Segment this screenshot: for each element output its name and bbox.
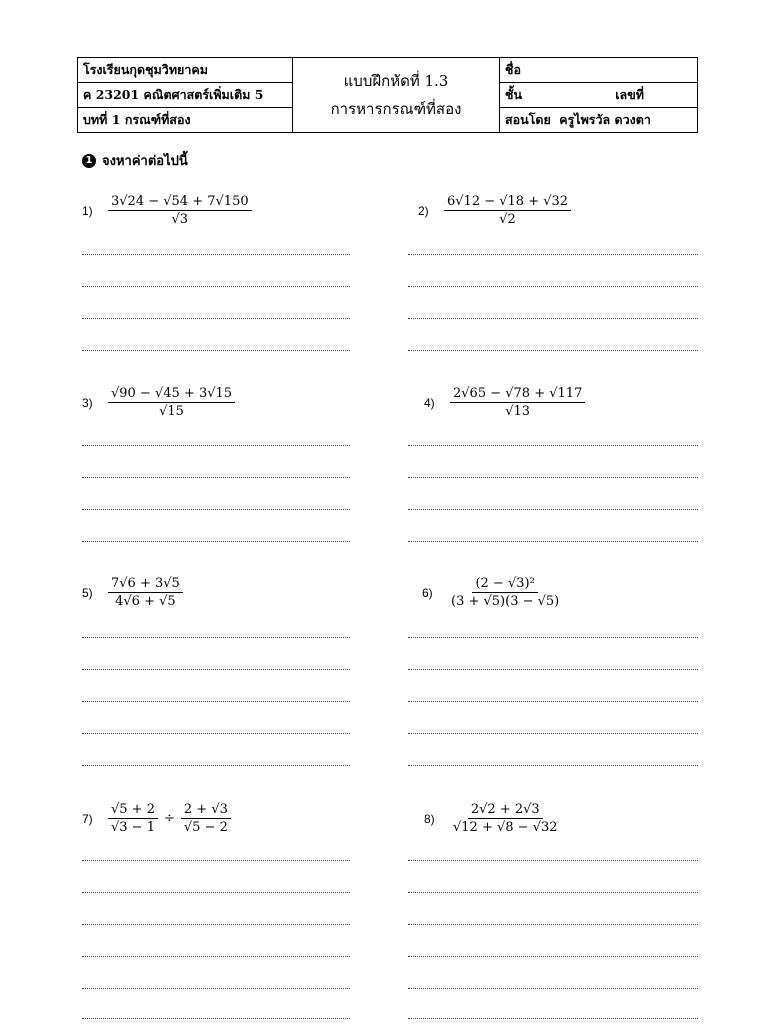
answer-line[interactable] [82, 701, 350, 702]
answer-line[interactable] [82, 445, 350, 446]
answer-line[interactable] [408, 733, 698, 734]
answer-line[interactable] [408, 860, 698, 861]
fraction [450, 386, 585, 419]
problem-number: 6) [422, 585, 433, 600]
problem-number: 1) [82, 203, 93, 218]
numerator: 3√24 − √54 + 7√150 [108, 194, 252, 211]
numerator: √5 + 2 [108, 802, 158, 819]
fraction [108, 576, 183, 609]
class-number-cell [500, 83, 698, 108]
answer-line[interactable] [82, 733, 350, 734]
name-label: ชื่อ [500, 58, 698, 83]
answer-line[interactable] [82, 956, 350, 957]
problem-number: 7) [82, 811, 93, 826]
answer-line[interactable] [82, 669, 350, 670]
answer-line[interactable] [82, 765, 350, 766]
fraction [108, 802, 158, 835]
answer-line[interactable] [82, 892, 350, 893]
fraction-2 [181, 802, 231, 835]
school-name: โรงเรียนกุดชุมวิทยาคม [78, 58, 293, 83]
problem-5 [82, 576, 183, 609]
answer-line[interactable] [408, 541, 698, 542]
divide-operator: ÷ [163, 811, 175, 826]
answer-line[interactable] [408, 445, 698, 446]
answer-line[interactable] [408, 765, 698, 766]
problem-number: 5) [82, 585, 93, 600]
answer-line[interactable] [82, 1018, 350, 1019]
answer-line[interactable] [408, 318, 698, 319]
section-instruction [82, 150, 188, 171]
course-code: ค 23201 คณิตศาสตร์เพิ่มเติม 5 [78, 83, 293, 108]
answer-line[interactable] [408, 350, 698, 351]
problem-4 [424, 386, 585, 419]
teacher-name: ครูไพรวัล ดวงตา [559, 112, 651, 127]
denominator: √5 − 2 [183, 820, 228, 835]
denominator: √13 [505, 404, 531, 419]
answer-line[interactable] [408, 988, 698, 989]
numerator: 2√2 + 2√3 [468, 802, 543, 819]
answer-line[interactable] [408, 477, 698, 478]
denominator: √12 + √8 − √32 [453, 820, 558, 835]
answer-line[interactable] [408, 669, 698, 670]
class-label: ชั้น [505, 87, 523, 102]
problem-number: 4) [424, 395, 435, 410]
fraction [108, 386, 235, 419]
fraction [448, 576, 562, 609]
denominator: √3 − 1 [111, 820, 155, 835]
denominator: (3 + √5)(3 − √5) [451, 594, 560, 609]
answer-line[interactable] [82, 924, 350, 925]
teacher-label: สอนโดย [505, 112, 551, 127]
numerator: 2 + √3 [181, 802, 231, 819]
problem-number: 2) [418, 203, 429, 218]
denominator: √3 [171, 212, 189, 227]
numerator: 2√65 − √78 + √117 [450, 386, 585, 403]
header-table [77, 57, 698, 133]
answer-line[interactable] [408, 1018, 698, 1019]
answer-line[interactable] [408, 956, 698, 957]
answer-line[interactable] [82, 318, 350, 319]
numerator: √90 − √45 + 3√15 [108, 386, 235, 403]
denominator: √2 [499, 212, 516, 227]
denominator: 4√6 + √5 [115, 594, 176, 609]
answer-line[interactable] [408, 701, 698, 702]
answer-line[interactable] [408, 924, 698, 925]
answer-line[interactable] [408, 637, 698, 638]
answer-line[interactable] [82, 541, 350, 542]
answer-line[interactable] [82, 286, 350, 287]
fraction [450, 802, 561, 835]
problem-6 [422, 576, 562, 609]
numerator: 6√12 − √18 + √32 [444, 194, 571, 211]
teacher-cell [500, 108, 698, 133]
answer-line[interactable] [408, 286, 698, 287]
number-bullet-icon: 1 [82, 154, 96, 168]
answer-line[interactable] [82, 254, 350, 255]
problem-number: 8) [424, 811, 435, 826]
number-label: เลขที่ [615, 87, 644, 102]
instruction-text: จงหาค่าต่อไปนี้ [102, 154, 188, 169]
answer-line[interactable] [82, 988, 350, 989]
exercise-heading [293, 58, 500, 133]
problem-3 [82, 386, 235, 419]
fraction [108, 194, 252, 227]
fraction [444, 194, 571, 227]
problem-1 [82, 194, 252, 227]
answer-line[interactable] [408, 254, 698, 255]
problem-2 [418, 194, 571, 227]
problem-number: 3) [82, 395, 93, 410]
numerator: (2 − √3)² [472, 576, 537, 593]
answer-line[interactable] [82, 860, 350, 861]
answer-line[interactable] [408, 892, 698, 893]
answer-line[interactable] [82, 477, 350, 478]
problem-7 [82, 802, 231, 835]
chapter-title: บทที่ 1 กรณฑ์ที่สอง [78, 108, 293, 133]
exercise-title: แบบฝึกหัดที่ 1.3 [343, 72, 449, 90]
problem-8 [424, 802, 561, 835]
answer-line[interactable] [408, 509, 698, 510]
answer-line[interactable] [82, 350, 350, 351]
exercise-topic: การหารกรณฑ์ที่สอง [330, 100, 462, 118]
answer-line[interactable] [82, 637, 350, 638]
numerator: 7√6 + 3√5 [108, 576, 183, 593]
denominator: √15 [159, 404, 184, 419]
answer-line[interactable] [82, 509, 350, 510]
